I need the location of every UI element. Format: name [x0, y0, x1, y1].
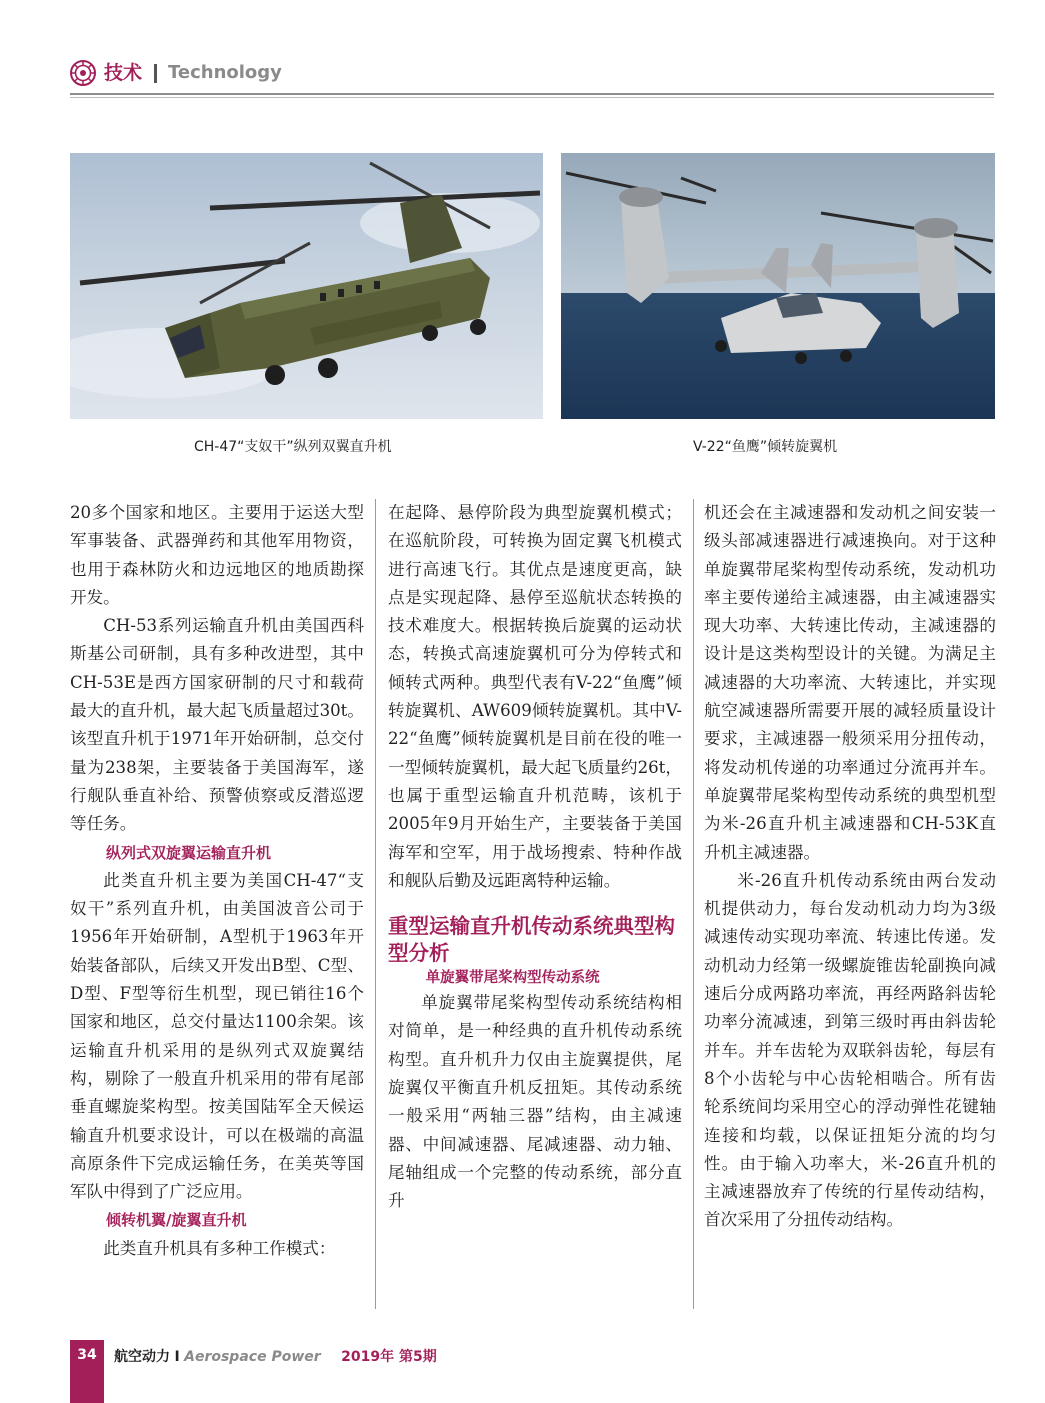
paragraph: 机还会在主减速器和发动机之间安装一级头部减速器进行减速换向。对于这种单旋翼带尾桨构型传动系统，发动机功率主要传递给主减速器，由主减速器实现大功率、大转速比传动，主减速器的设计是这类构型设计的关键。为满足主减速器的大功率流、大转速比，并实现航空减速器所需要开展的减轻质量设计要求，主减速器一般须采用分扭传动，将发动机传递的功率通过分流再并车。单旋翼带尾桨构型传动系统的典型机型为米-26直升机主减速器和CH-53K直升机主减速器。 [704, 503, 996, 862]
header-rule [70, 93, 994, 95]
ch47-photo [70, 153, 543, 419]
journal-emblem-icon [70, 60, 96, 86]
page-number: 34 [77, 1347, 97, 1363]
section-label-en: Technology [168, 62, 282, 83]
text-column-1 [70, 499, 364, 1263]
subheading: 倾转机翼/旋翼直升机 [106, 1211, 247, 1230]
column-divider [693, 499, 694, 1309]
paragraph: 米-26直升机传动系统由两台发动机提供动力，每台发动机动力均为3级减速传动实现功率流、转速比传递。发动机动力经第一级螺旋锥齿轮副换向减速后分成两路功率流，再经两路斜齿轮功率分流减速，到第三级时再由斜齿轮并车。并车齿轮为双联斜齿轮，每层有8个小齿轮与中心齿轮相啮合。所有齿轮系统间均采用空心的浮动弹性花键轴连接和均载，以保证扭矩分流的均匀性。由于输入功率大，米-26直升机的主减速器放弃了传统的行星传动结构，首次采用了分扭传动结构。 [704, 870, 996, 1230]
paragraph: 单旋翼带尾桨构型传动系统结构相对简单，是一种经典的直升机传动系统构型。直升机升力仅由主旋翼提供，尾旋翼仅平衡直升机反扭矩。其传动系统一般采用“两轴三器”结构，由主减速器、中间减速器、尾减速器、动力轴、尾轴组成一个完整的传动系统，部分直升 [388, 993, 682, 1211]
v22-caption: V-22“鱼鹰”倾转旋翼机 [693, 439, 838, 455]
journal-separator: I [174, 1349, 180, 1365]
journal-name-en: Aerospace Power [184, 1349, 321, 1365]
subheading: 单旋翼带尾桨构型传动系统 [425, 970, 600, 987]
text-column-3 [704, 499, 996, 1235]
section-separator [154, 64, 157, 83]
footer-journal-line [114, 1346, 437, 1366]
paragraph: 此类直升机具有多种工作模式： [103, 1238, 336, 1258]
paragraph: 在起降、悬停阶段为典型旋翼机模式；在巡航阶段，可转换为固定翼飞机模式进行高速飞行。其优点是速度更高，缺点是实现起降、悬停至巡航状态转换的技术难度大。根据转换后旋翼的运动状态，转换式高速旋翼机可分为停转式和倾转式两种。典型代表有V-22“鱼鹰”倾转旋翼机、AW609倾转旋翼机。其中V-22“鱼鹰”倾转旋翼机是目前在役的唯一一型倾转旋翼机，最大起飞质量约26t，也属于重型运输直升机范畴，该机于2005年9月开始生产，主要装备于美国海军和空军，用于战场搜索、特种作战和舰队后勤及远距离特种运输。 [388, 503, 682, 890]
subheading: 纵列式双旋翼运输直升机 [106, 843, 272, 862]
section-title: 重型运输直升机传动系统典型构型分析 [388, 914, 675, 966]
journal-issue: 2019年 第5期 [341, 1349, 437, 1365]
section-label-cn: 技术 [104, 62, 143, 84]
paragraph: 此类直升机主要为美国CH-47“支奴干”系列直升机，由美国波音公司于1956年开始研制，A型机于1963年开始装备部队，后续又开发出B型、C型、D型、F型等衍生机型，现已销往16个国家和地区，总交付量达1100余架。该运输直升机采用的是纵列式双旋翼结构，剔除了一般直升机采用的带有尾部垂直螺旋桨构型。按美国陆军全天候运输直升机要求设计，可以在极端的高温高原条件下完成运输任务，在美英等国军队中得到了广泛应用。 [70, 870, 364, 1202]
paragraph: 20多个国家和地区。主要用于运送大型军事装备、武器弹药和其他军用物资，也用于森林防火和边远地区的地质勘探开发。 [70, 503, 364, 607]
text-column-2 [388, 499, 682, 1216]
ch47-caption: CH-47“支奴干”纵列双翼直升机 [194, 439, 392, 455]
journal-name-cn: 航空动力 [114, 1349, 170, 1365]
paragraph: CH-53系列运输直升机由美国西科斯基公司研制，具有多种改进型，其中CH-53E是西方国家研制的尺寸和载荷最大的直升机，最大起飞质量超过30t。该型直升机于1971年开始研制，总交付量为238架，主要装备于美国海军，遂行舰队垂直补给、预警侦察或反潜巡逻等任务。 [70, 616, 364, 834]
column-divider [375, 499, 376, 1309]
page-header [70, 58, 994, 90]
header-rule-thin [70, 97, 994, 98]
v22-photo [561, 153, 995, 419]
